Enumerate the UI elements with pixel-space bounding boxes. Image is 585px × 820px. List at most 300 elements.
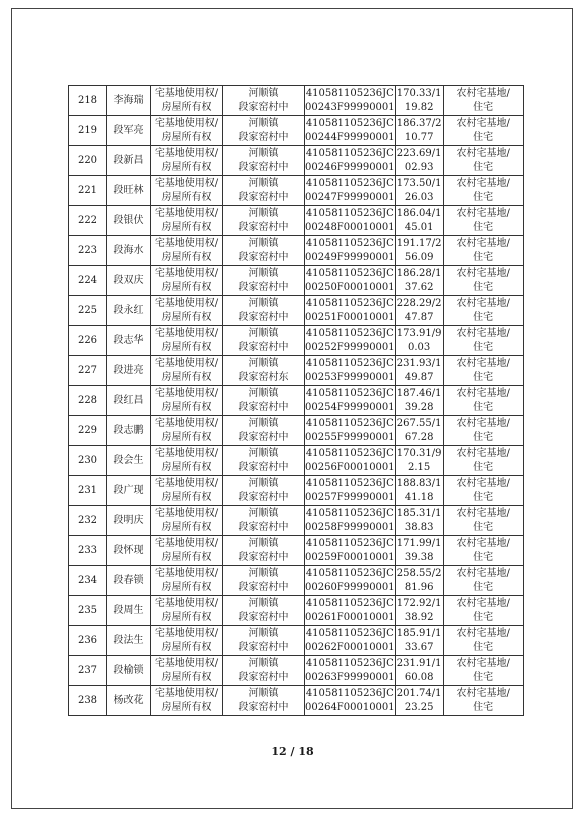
location-line: 段家窑村中	[238, 491, 289, 503]
right-type-line: 宅基地使用权/	[154, 147, 219, 159]
owner-name-cell: 李海瑞	[107, 86, 151, 116]
parcel-code-line: 00254F99990001	[305, 401, 395, 413]
right-type-line: 宅基地使用权/	[154, 627, 219, 639]
right-type-line: 宅基地使用权/	[154, 207, 219, 219]
location-cell	[223, 266, 305, 296]
location-cell	[223, 446, 305, 476]
area-line: 41.18	[404, 491, 434, 503]
land-use-line: 农村宅基地/	[456, 627, 510, 639]
location-cell	[223, 506, 305, 536]
parcel-code-line: 00264F00010001	[305, 701, 395, 713]
right-type-cell	[151, 686, 223, 716]
parcel-code-line: 00260F99990001	[305, 581, 395, 593]
owner-name-cell: 段海水	[107, 236, 151, 266]
parcel-code-cell	[305, 686, 396, 716]
location-cell	[223, 386, 305, 416]
owner-name-cell: 段怀现	[107, 536, 151, 566]
land-use-line: 住宅	[473, 341, 494, 353]
parcel-code-line: 410581105236JC	[305, 177, 394, 189]
area-line: 38.83	[404, 521, 434, 533]
land-use-cell	[443, 326, 523, 356]
right-type-cell	[151, 416, 223, 446]
parcel-code-cell	[305, 86, 396, 116]
land-use-line: 农村宅基地/	[456, 117, 510, 129]
location-cell	[223, 176, 305, 206]
land-use-cell	[443, 446, 523, 476]
right-type-line: 房屋所有权	[161, 641, 212, 653]
area-cell	[395, 236, 443, 266]
row-number-cell: 230	[69, 446, 107, 476]
row-number-cell: 220	[69, 146, 107, 176]
area-line: 173.50/1	[396, 177, 442, 189]
location-line: 段家窑村中	[238, 461, 289, 473]
parcel-code-line: 00255F99990001	[305, 431, 395, 443]
right-type-line: 宅基地使用权/	[154, 417, 219, 429]
row-number-cell: 225	[69, 296, 107, 326]
right-type-line: 房屋所有权	[161, 431, 212, 443]
land-use-cell	[443, 476, 523, 506]
parcel-code-line: 410581105236JC	[305, 507, 394, 519]
area-line: 173.91/9	[396, 327, 442, 339]
parcel-code-cell	[305, 146, 396, 176]
parcel-code-line: 00257F99990001	[305, 491, 395, 503]
land-use-line: 住宅	[473, 701, 494, 713]
location-line: 段家窑村中	[238, 581, 289, 593]
area-line: 186.37/2	[396, 117, 442, 129]
land-use-line: 农村宅基地/	[456, 657, 510, 669]
land-use-line: 农村宅基地/	[456, 567, 510, 579]
table-row	[69, 656, 524, 686]
area-line: 267.55/1	[396, 417, 442, 429]
right-type-line: 宅基地使用权/	[154, 237, 219, 249]
parcel-code-line: 410581105236JC	[305, 447, 394, 459]
right-type-cell	[151, 596, 223, 626]
location-cell	[223, 626, 305, 656]
land-use-line: 住宅	[473, 191, 494, 203]
area-line: 49.87	[404, 371, 434, 383]
area-line: 231.93/1	[396, 357, 442, 369]
land-use-cell	[443, 176, 523, 206]
location-cell	[223, 596, 305, 626]
land-use-cell	[443, 206, 523, 236]
land-use-line: 住宅	[473, 101, 494, 113]
parcel-code-cell	[305, 656, 396, 686]
owner-name-cell: 段春锁	[107, 566, 151, 596]
area-line: 37.62	[404, 281, 434, 293]
area-cell	[395, 476, 443, 506]
parcel-code-line: 410581105236JC	[305, 597, 394, 609]
table-row	[69, 446, 524, 476]
area-cell	[395, 566, 443, 596]
area-cell	[395, 506, 443, 536]
parcel-code-line: 410581105236JC	[305, 387, 394, 399]
area-line: 188.83/1	[396, 477, 442, 489]
parcel-code-line: 00250F00010001	[305, 281, 395, 293]
area-line: 258.55/2	[396, 567, 442, 579]
row-number-cell: 218	[69, 86, 107, 116]
area-cell	[395, 386, 443, 416]
parcel-code-cell	[305, 446, 396, 476]
right-type-cell	[151, 206, 223, 236]
parcel-code-line: 00251F00010001	[305, 311, 395, 323]
area-cell	[395, 536, 443, 566]
right-type-cell	[151, 116, 223, 146]
area-line: 185.31/1	[396, 507, 442, 519]
right-type-line: 房屋所有权	[161, 371, 212, 383]
parcel-code-line: 410581105236JC	[305, 417, 394, 429]
location-line: 河顺镇	[248, 117, 279, 129]
parcel-code-line: 00252F99990001	[305, 341, 395, 353]
table-row	[69, 386, 524, 416]
parcel-code-line: 00259F00010001	[305, 551, 395, 563]
owner-name-cell: 段法生	[107, 626, 151, 656]
parcel-code-line: 00256F00010001	[305, 461, 395, 473]
location-line: 河顺镇	[248, 147, 279, 159]
land-use-line: 住宅	[473, 281, 494, 293]
area-line: 56.09	[404, 251, 434, 263]
location-cell	[223, 656, 305, 686]
parcel-code-cell	[305, 356, 396, 386]
land-use-cell	[443, 626, 523, 656]
location-line: 河顺镇	[248, 357, 279, 369]
land-use-line: 农村宅基地/	[456, 537, 510, 549]
land-use-cell	[443, 266, 523, 296]
area-line: 02.93	[404, 161, 434, 173]
records-table	[68, 85, 524, 716]
location-line: 河顺镇	[248, 597, 279, 609]
table-row	[69, 146, 524, 176]
location-cell	[223, 206, 305, 236]
location-line: 河顺镇	[248, 87, 279, 99]
right-type-line: 房屋所有权	[161, 251, 212, 263]
location-line: 段家窑村中	[238, 611, 289, 623]
owner-name-cell: 段会生	[107, 446, 151, 476]
right-type-cell	[151, 656, 223, 686]
right-type-line: 宅基地使用权/	[154, 327, 219, 339]
location-line: 段家窑村中	[238, 311, 289, 323]
land-use-line: 农村宅基地/	[456, 207, 510, 219]
location-cell	[223, 146, 305, 176]
location-cell	[223, 476, 305, 506]
owner-name-cell: 杨改花	[107, 686, 151, 716]
location-line: 段家窑村中	[238, 131, 289, 143]
area-line: 186.28/1	[396, 267, 442, 279]
right-type-line: 宅基地使用权/	[154, 387, 219, 399]
owner-name-cell: 段银伏	[107, 206, 151, 236]
area-cell	[395, 416, 443, 446]
land-use-line: 农村宅基地/	[456, 297, 510, 309]
table-row	[69, 86, 524, 116]
right-type-line: 房屋所有权	[161, 281, 212, 293]
parcel-code-cell	[305, 566, 396, 596]
parcel-code-line: 00244F99990001	[305, 131, 395, 143]
parcel-code-line: 410581105236JC	[305, 357, 394, 369]
row-number-cell: 228	[69, 386, 107, 416]
parcel-code-cell	[305, 116, 396, 146]
row-number-cell: 238	[69, 686, 107, 716]
row-number-cell: 224	[69, 266, 107, 296]
location-line: 河顺镇	[248, 297, 279, 309]
location-cell	[223, 416, 305, 446]
area-cell	[395, 446, 443, 476]
land-use-line: 农村宅基地/	[456, 387, 510, 399]
row-number-cell: 234	[69, 566, 107, 596]
land-use-line: 农村宅基地/	[456, 477, 510, 489]
table-row	[69, 206, 524, 236]
location-line: 河顺镇	[248, 657, 279, 669]
area-line: 170.33/1	[396, 87, 442, 99]
table-row	[69, 236, 524, 266]
area-line: 23.25	[404, 701, 434, 713]
area-line: 38.92	[404, 611, 434, 623]
right-type-line: 房屋所有权	[161, 671, 212, 683]
right-type-cell	[151, 476, 223, 506]
parcel-code-cell	[305, 596, 396, 626]
location-line: 段家窑村中	[238, 401, 289, 413]
records-table-body	[69, 86, 524, 716]
table-row	[69, 476, 524, 506]
area-cell	[395, 146, 443, 176]
right-type-cell	[151, 176, 223, 206]
parcel-code-cell	[305, 536, 396, 566]
right-type-line: 宅基地使用权/	[154, 357, 219, 369]
parcel-code-line: 410581105236JC	[305, 87, 394, 99]
area-line: 201.74/1	[396, 687, 442, 699]
land-use-line: 住宅	[473, 371, 494, 383]
parcel-code-cell	[305, 266, 396, 296]
table-row	[69, 326, 524, 356]
land-use-line: 住宅	[473, 161, 494, 173]
location-line: 段家窑村中	[238, 221, 289, 233]
area-line: 228.29/2	[396, 297, 442, 309]
land-use-line: 住宅	[473, 521, 494, 533]
right-type-line: 房屋所有权	[161, 101, 212, 113]
row-number-cell: 231	[69, 476, 107, 506]
area-cell	[395, 266, 443, 296]
owner-name-cell: 段明庆	[107, 506, 151, 536]
parcel-code-cell	[305, 476, 396, 506]
right-type-cell	[151, 266, 223, 296]
right-type-line: 宅基地使用权/	[154, 567, 219, 579]
parcel-code-line: 410581105236JC	[305, 627, 394, 639]
land-use-line: 住宅	[473, 611, 494, 623]
area-line: 39.28	[404, 401, 434, 413]
area-line: 45.01	[404, 221, 434, 233]
area-cell	[395, 686, 443, 716]
row-number-cell: 222	[69, 206, 107, 236]
parcel-code-line: 00262F00010001	[305, 641, 395, 653]
owner-name-cell: 段红昌	[107, 386, 151, 416]
owner-name-cell: 段榆锁	[107, 656, 151, 686]
table-row	[69, 416, 524, 446]
parcel-code-line: 410581105236JC	[305, 567, 394, 579]
row-number-cell: 232	[69, 506, 107, 536]
row-number-cell: 235	[69, 596, 107, 626]
owner-name-cell: 段旺林	[107, 176, 151, 206]
parcel-code-line: 410581105236JC	[305, 237, 394, 249]
land-use-line: 住宅	[473, 221, 494, 233]
right-type-cell	[151, 626, 223, 656]
row-number-cell: 237	[69, 656, 107, 686]
location-line: 河顺镇	[248, 237, 279, 249]
right-type-line: 宅基地使用权/	[154, 687, 219, 699]
right-type-line: 房屋所有权	[161, 341, 212, 353]
land-use-cell	[443, 236, 523, 266]
area-line: 26.03	[404, 191, 434, 203]
land-use-cell	[443, 686, 523, 716]
area-cell	[395, 326, 443, 356]
table-row	[69, 626, 524, 656]
parcel-code-cell	[305, 176, 396, 206]
location-cell	[223, 86, 305, 116]
right-type-line: 房屋所有权	[161, 221, 212, 233]
parcel-code-line: 410581105236JC	[305, 267, 394, 279]
row-number-cell: 236	[69, 626, 107, 656]
owner-name-cell: 段双庆	[107, 266, 151, 296]
right-type-line: 房屋所有权	[161, 701, 212, 713]
area-cell	[395, 626, 443, 656]
area-line: 170.31/9	[396, 447, 442, 459]
right-type-line: 宅基地使用权/	[154, 507, 219, 519]
land-use-line: 住宅	[473, 551, 494, 563]
location-line: 段家窑村中	[238, 101, 289, 113]
right-type-line: 房屋所有权	[161, 461, 212, 473]
land-use-cell	[443, 86, 523, 116]
location-line: 河顺镇	[248, 477, 279, 489]
right-type-line: 房屋所有权	[161, 161, 212, 173]
area-line: 67.28	[404, 431, 434, 443]
location-cell	[223, 536, 305, 566]
right-type-cell	[151, 386, 223, 416]
parcel-code-line: 00261F00010001	[305, 611, 395, 623]
area-line: 19.82	[404, 101, 434, 113]
right-type-line: 房屋所有权	[161, 191, 212, 203]
owner-name-cell: 段进亮	[107, 356, 151, 386]
area-cell	[395, 596, 443, 626]
right-type-cell	[151, 566, 223, 596]
location-line: 河顺镇	[248, 537, 279, 549]
location-line: 段家窑村中	[238, 191, 289, 203]
parcel-code-cell	[305, 416, 396, 446]
right-type-line: 宅基地使用权/	[154, 117, 219, 129]
parcel-code-line: 00263F99990001	[305, 671, 395, 683]
row-number-cell: 233	[69, 536, 107, 566]
parcel-code-cell	[305, 386, 396, 416]
parcel-code-line: 410581105236JC	[305, 297, 394, 309]
right-type-line: 宅基地使用权/	[154, 297, 219, 309]
location-line: 河顺镇	[248, 447, 279, 459]
right-type-line: 房屋所有权	[161, 611, 212, 623]
parcel-code-line: 410581105236JC	[305, 117, 394, 129]
row-number-cell: 229	[69, 416, 107, 446]
land-use-cell	[443, 146, 523, 176]
land-use-line: 农村宅基地/	[456, 447, 510, 459]
owner-name-cell: 段新昌	[107, 146, 151, 176]
area-line: 171.99/1	[396, 537, 442, 549]
area-line: 187.46/1	[396, 387, 442, 399]
right-type-cell	[151, 506, 223, 536]
right-type-line: 房屋所有权	[161, 551, 212, 563]
location-cell	[223, 326, 305, 356]
location-line: 段家窑村中	[238, 281, 289, 293]
land-use-line: 住宅	[473, 311, 494, 323]
land-use-line: 住宅	[473, 251, 494, 263]
area-line: 81.96	[404, 581, 434, 593]
right-type-line: 房屋所有权	[161, 521, 212, 533]
land-use-line: 农村宅基地/	[456, 327, 510, 339]
land-use-cell	[443, 566, 523, 596]
row-number-cell: 227	[69, 356, 107, 386]
right-type-cell	[151, 356, 223, 386]
parcel-code-line: 00246F99990001	[305, 161, 395, 173]
parcel-code-line: 410581105236JC	[305, 147, 394, 159]
location-line: 河顺镇	[248, 507, 279, 519]
right-type-line: 宅基地使用权/	[154, 267, 219, 279]
land-use-cell	[443, 656, 523, 686]
location-cell	[223, 566, 305, 596]
parcel-code-line: 00248F00010001	[305, 221, 395, 233]
owner-name-cell: 段永红	[107, 296, 151, 326]
land-use-cell	[443, 356, 523, 386]
table-row	[69, 356, 524, 386]
page-number: 12 / 18	[271, 745, 314, 758]
parcel-code-line: 410581105236JC	[305, 537, 394, 549]
right-type-cell	[151, 326, 223, 356]
location-line: 河顺镇	[248, 177, 279, 189]
location-line: 河顺镇	[248, 207, 279, 219]
table-row	[69, 566, 524, 596]
parcel-code-cell	[305, 326, 396, 356]
land-use-line: 农村宅基地/	[456, 687, 510, 699]
owner-name-cell: 段志华	[107, 326, 151, 356]
right-type-line: 房屋所有权	[161, 311, 212, 323]
land-use-line: 住宅	[473, 461, 494, 473]
table-row	[69, 176, 524, 206]
table-row	[69, 116, 524, 146]
table-row	[69, 296, 524, 326]
parcel-code-line: 00253F99990001	[305, 371, 395, 383]
land-use-cell	[443, 296, 523, 326]
table-row	[69, 506, 524, 536]
right-type-line: 宅基地使用权/	[154, 447, 219, 459]
owner-name-cell: 段周生	[107, 596, 151, 626]
location-line: 段家窑村中	[238, 641, 289, 653]
area-cell	[395, 206, 443, 236]
location-line: 段家窑村中	[238, 431, 289, 443]
parcel-code-line: 00258F99990001	[305, 521, 395, 533]
area-cell	[395, 116, 443, 146]
land-use-cell	[443, 536, 523, 566]
land-use-line: 农村宅基地/	[456, 177, 510, 189]
land-use-cell	[443, 506, 523, 536]
location-line: 段家窑村中	[238, 161, 289, 173]
parcel-code-line: 410581105236JC	[305, 477, 394, 489]
location-line: 段家窑村中	[238, 521, 289, 533]
land-use-line: 农村宅基地/	[456, 87, 510, 99]
right-type-cell	[151, 236, 223, 266]
right-type-line: 宅基地使用权/	[154, 477, 219, 489]
right-type-line: 宅基地使用权/	[154, 597, 219, 609]
owner-name-cell: 段军亮	[107, 116, 151, 146]
right-type-line: 宅基地使用权/	[154, 87, 219, 99]
location-cell	[223, 236, 305, 266]
land-use-line: 农村宅基地/	[456, 237, 510, 249]
table-row	[69, 536, 524, 566]
area-line: 33.67	[404, 641, 434, 653]
parcel-code-cell	[305, 236, 396, 266]
area-line: 10.77	[404, 131, 434, 143]
row-number-cell: 226	[69, 326, 107, 356]
